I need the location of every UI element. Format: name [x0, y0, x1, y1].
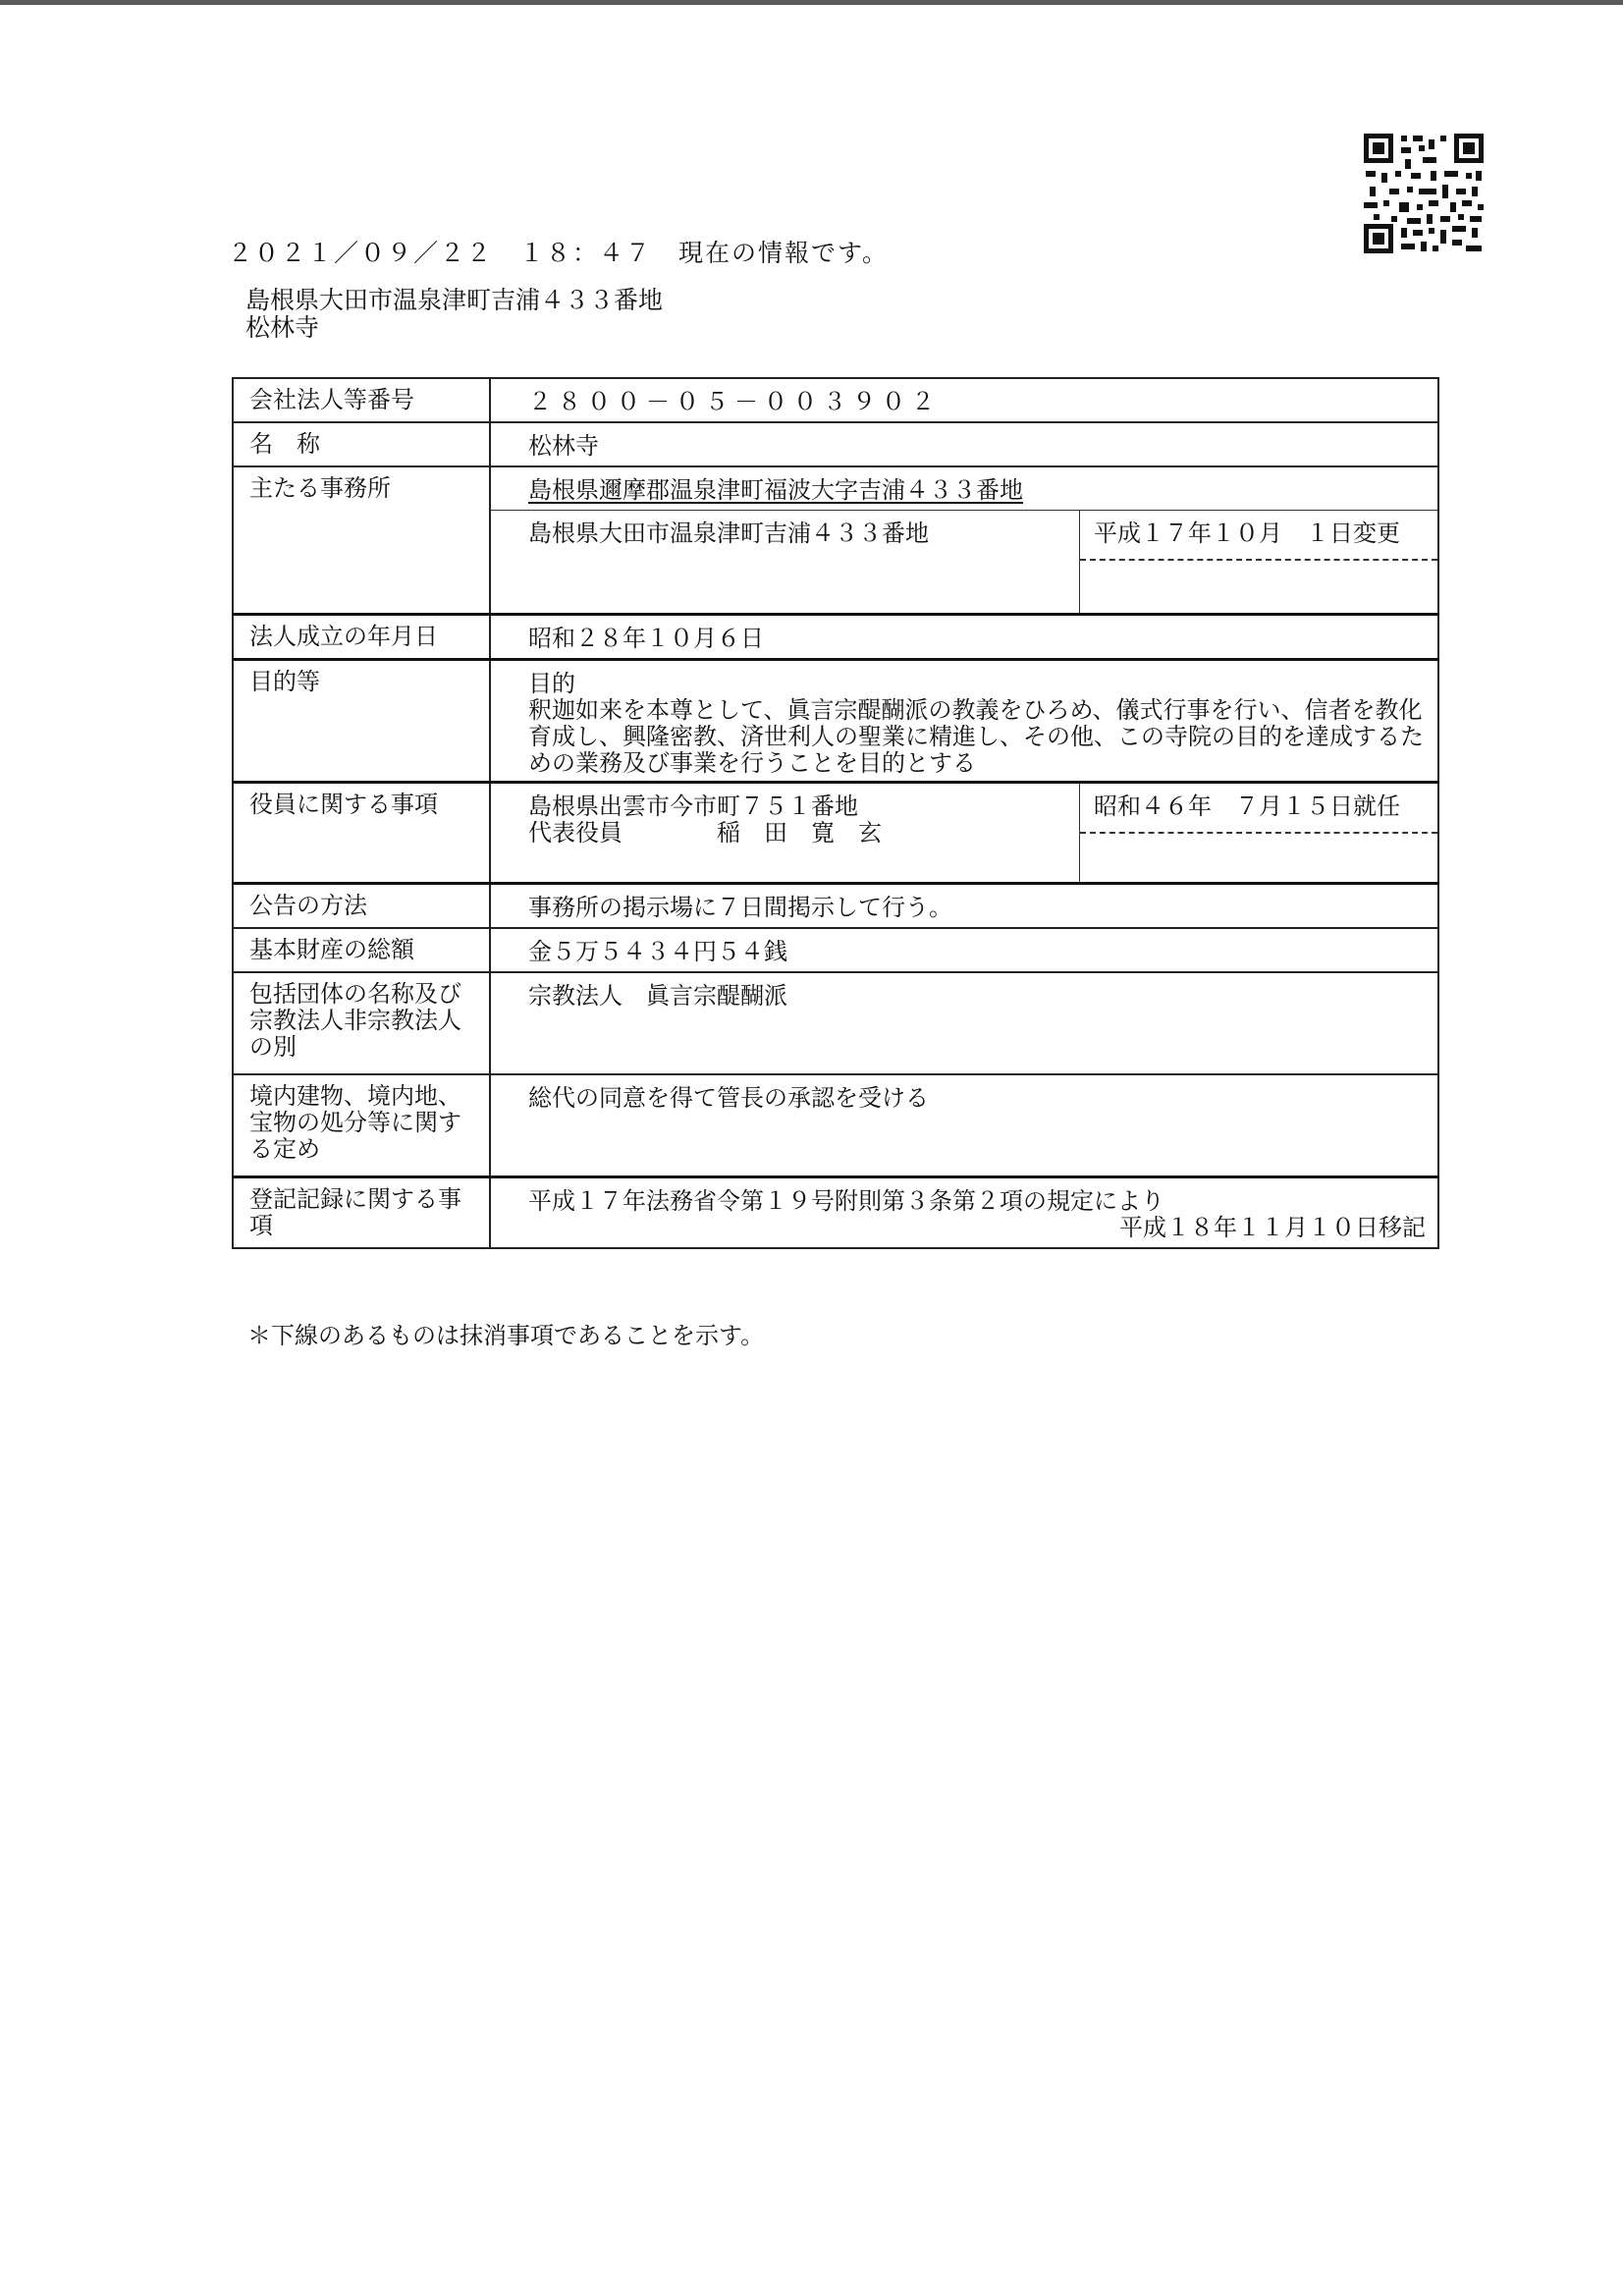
- qr-code-icon: [1362, 132, 1486, 255]
- row-purpose: [233, 660, 1438, 783]
- established-label: 法人成立の年月日: [233, 615, 490, 660]
- name-value: 松林寺: [528, 432, 599, 460]
- office-old-value: 島根県邇摩郡温泉津町福波大字吉浦４３３番地: [528, 476, 1023, 504]
- officer-appointed-date: 昭和４６年 ７月１５日就任: [1094, 793, 1400, 820]
- assets-value: 金５万５４３４円５４銭: [528, 938, 787, 965]
- record-line-1: 平成１７年法務省令第１９号附則第３条第２項の規定により: [528, 1187, 1164, 1215]
- header-address-block: [245, 287, 663, 342]
- scan-top-edge: [0, 0, 1623, 5]
- property-label: 境内建物、境内地、宝物の処分等に関する定め: [233, 1074, 490, 1177]
- property-value: 総代の同意を得て管長の承認を受ける: [528, 1084, 929, 1112]
- row-name: [233, 422, 1438, 466]
- dashed-divider: [1080, 559, 1437, 600]
- purpose-text: 釈迦如来を本尊として、眞言宗醍醐派の教義をひろめ、儀式行事を行い、信者を教化育成し、興隆密教、済世利人の聖業に精進し、その他、この寺院の目的を達成するための業務及び事業を行うことを目的とする: [528, 696, 1424, 777]
- officer-address: 島根県出雲市今市町７５１番地: [528, 793, 858, 820]
- row-notice: [233, 884, 1438, 929]
- name-label: 名 称: [233, 422, 490, 466]
- office-label: 主たる事務所: [233, 466, 490, 615]
- footnote: ＊下線のあるものは抹消事項であることを示す。: [247, 1322, 765, 1349]
- corp-number-value: ２８００－０５－００３９０２: [528, 388, 941, 415]
- umbrella-label: 包括団体の名称及び宗教法人非宗教法人の別: [233, 972, 490, 1074]
- row-corp-number: [233, 378, 1438, 422]
- issue-datetime-line: ２０２１／０９／２２ １８：４７ 現在の情報です。: [228, 239, 890, 267]
- office-new-value: 島根県大田市温泉津町吉浦４３３番地: [491, 511, 1080, 613]
- row-assets: [233, 928, 1438, 972]
- umbrella-value: 宗教法人 眞言宗醍醐派: [528, 982, 787, 1010]
- row-record: [233, 1177, 1438, 1249]
- corp-number-label: 会社法人等番号: [233, 378, 490, 422]
- row-umbrella: [233, 972, 1438, 1074]
- row-officers: [233, 783, 1438, 884]
- row-property: [233, 1074, 1438, 1177]
- office-change-date: 平成１７年１０月 １日変更: [1094, 519, 1400, 547]
- row-established: [233, 615, 1438, 660]
- dashed-divider: [1080, 832, 1437, 873]
- purpose-heading: 目的: [528, 670, 575, 697]
- notice-label: 公告の方法: [233, 884, 490, 929]
- purpose-label: 目的等: [233, 660, 490, 783]
- header-entity-name: 松林寺: [245, 313, 320, 342]
- header-address: 島根県大田市温泉津町吉浦４３３番地: [245, 286, 664, 314]
- row-office: [233, 466, 1438, 615]
- notice-value: 事務所の掲示場に７日間掲示して行う。: [528, 894, 952, 921]
- record-line-2: 平成１８年１１月１０日移記: [1119, 1214, 1426, 1241]
- assets-label: 基本財産の総額: [233, 928, 490, 972]
- established-value: 昭和２８年１０月６日: [528, 625, 764, 652]
- officer-role-name: 代表役員 稲 田 寛 玄: [528, 819, 882, 847]
- officers-label: 役員に関する事項: [233, 783, 490, 884]
- registry-table: [232, 377, 1439, 1249]
- record-label: 登記記録に関する事項: [233, 1177, 490, 1249]
